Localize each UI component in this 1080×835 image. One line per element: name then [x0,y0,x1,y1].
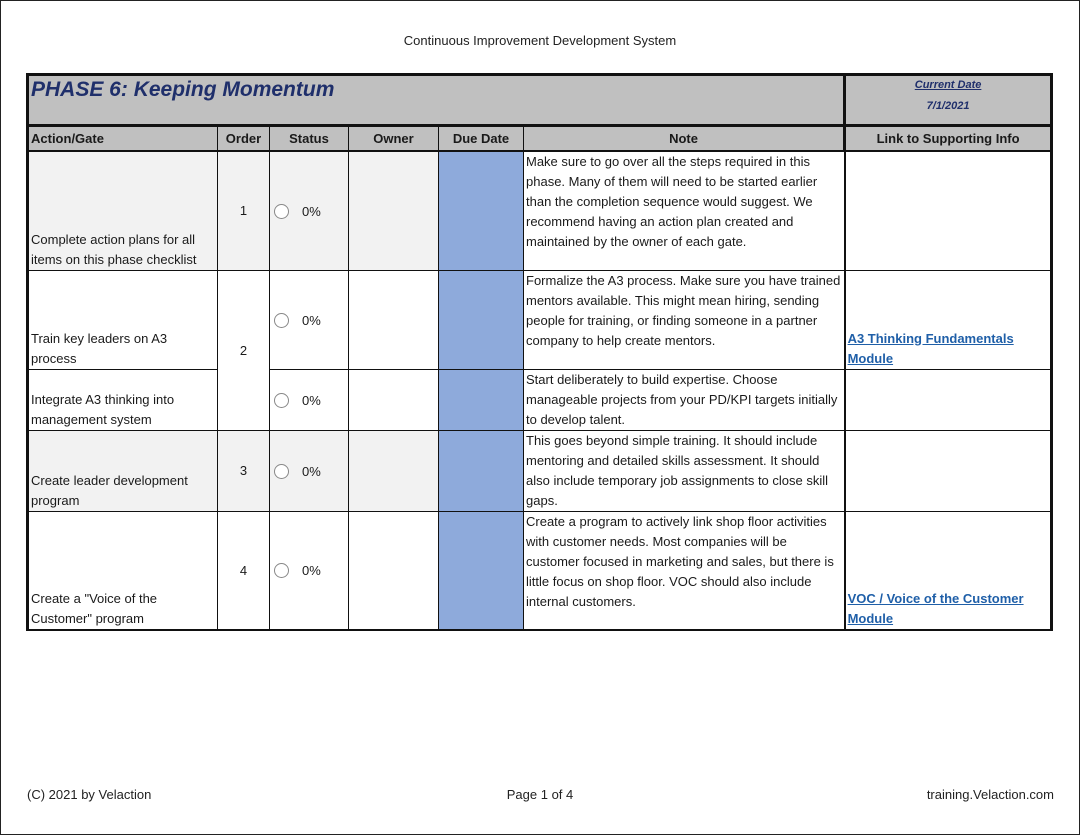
status-cell[interactable] [270,151,349,270]
current-date-cell [845,75,1052,126]
link-cell[interactable] [845,369,1052,430]
status-percent: 0% [302,203,321,219]
column-header-order: Order [218,126,270,152]
column-header-row [28,126,1052,152]
status-radio-icon[interactable] [274,393,289,408]
due-date-cell[interactable] [439,270,524,369]
note-cell[interactable]: This goes beyond simple training. It should include mentoring and detailed skills assessment. It should also include temporary job assignments to close skill gaps. [524,430,845,511]
due-date-cell[interactable] [439,369,524,430]
footer-page-number: Page 1 of 4 [506,787,574,802]
column-header-status: Status [270,126,349,152]
status-cell[interactable] [270,270,349,369]
table-row [28,430,1052,511]
due-date-cell[interactable] [439,511,524,630]
link-cell[interactable] [845,430,1052,511]
order-cell[interactable]: 1 [218,151,270,270]
order-cell[interactable]: 2 [218,270,270,430]
supporting-info-link[interactable]: VOC / Voice of the Customer Module [847,591,1024,626]
column-header-action: Action/Gate [28,126,218,152]
column-header-due-date: Due Date [439,126,524,152]
note-cell[interactable]: Start deliberately to build expertise. Choose manageable projects from your PD/KPI targets initially to develop talent. [524,369,845,430]
table-row [28,369,1052,430]
action-cell[interactable]: Create leader development program [28,430,218,511]
status-radio-icon[interactable] [274,204,289,219]
link-cell[interactable] [845,511,1052,630]
owner-cell[interactable] [349,151,439,270]
table-row [28,270,1052,369]
footer-copyright: (C) 2021 by Velaction [27,787,152,802]
action-cell[interactable]: Integrate A3 thinking into management system [28,369,218,430]
status-cell[interactable] [270,430,349,511]
status-radio-icon[interactable] [274,563,289,578]
action-cell[interactable]: Complete action plans for all items on this phase checklist [28,151,218,270]
phase-title: PHASE 6: Keeping Momentum [31,78,335,101]
footer-website: training.Velaction.com [926,787,1054,802]
status-cell[interactable] [270,369,349,430]
current-date-label: Current Date [914,79,982,91]
note-cell[interactable]: Formalize the A3 process. Make sure you have trained mentors available. This might mean hiring, sending people for training, or finding someone in a partner company to help create mentors. [524,270,845,369]
status-percent: 0% [302,463,321,479]
note-cell[interactable]: Make sure to go over all the steps required in this phase. Many of them will need to be started earlier than the completion sequence would suggest. We recommend having an action plan created and maintained by the owner of each gate. [524,151,845,270]
status-cell[interactable] [270,511,349,630]
owner-cell[interactable] [349,430,439,511]
link-cell[interactable] [845,151,1052,270]
current-date-value: 7/1/2021 [926,100,970,112]
action-cell[interactable]: Train key leaders on A3 process [28,270,218,369]
supporting-info-link[interactable]: A3 Thinking Fundamentals Module [847,330,1014,366]
owner-cell[interactable] [349,270,439,369]
phase-header-row [28,75,1052,126]
phase-title-cell [28,75,845,126]
status-radio-icon[interactable] [274,464,289,479]
table-row [28,511,1052,630]
owner-cell[interactable] [349,511,439,630]
table-row [28,151,1052,270]
action-cell[interactable]: Create a "Voice of the Customer" program [28,511,218,630]
link-cell[interactable] [845,270,1052,369]
owner-cell[interactable] [349,369,439,430]
status-percent: 0% [302,563,321,579]
due-date-cell[interactable] [439,430,524,511]
status-percent: 0% [302,392,321,408]
note-cell[interactable]: Create a program to actively link shop floor activities with customer needs. Most companies will be customer focused in marketing and sales, but there is little focus on shop floor. VOC should also include internal customers. [524,511,845,630]
document-title: Continuous Improvement Development System [403,33,677,48]
column-header-note: Note [524,126,845,152]
column-header-link: Link to Supporting Info [845,126,1052,152]
phase-checklist-table [26,73,1053,631]
due-date-cell[interactable] [439,151,524,270]
status-radio-icon[interactable] [274,313,289,328]
order-cell[interactable]: 4 [218,511,270,630]
status-percent: 0% [302,312,321,328]
order-cell[interactable]: 3 [218,430,270,511]
column-header-owner: Owner [349,126,439,152]
